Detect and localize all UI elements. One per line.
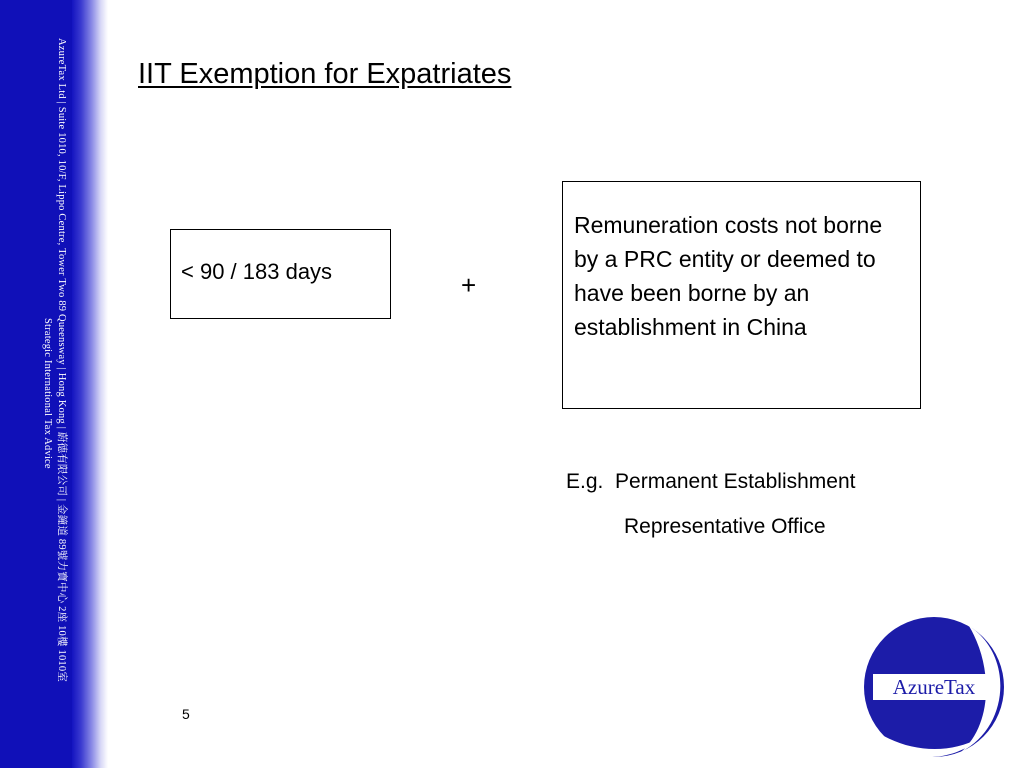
sidebar-address: AzureTax Ltd | Suite 1010, 10/F, Lippo Centre, Tower Two 89 Queensway | Hong Kong | 蔚德有限公司 | 金鐘道 89號力寶中心 2座 10樓 1010室	[56, 38, 67, 683]
logo-text: AzureTax	[892, 675, 976, 699]
page-number: 5	[182, 706, 190, 722]
slide-title: IIT Exemption for Expatriates	[138, 58, 512, 90]
days-box: < 90 / 183 days	[170, 229, 391, 319]
azuretax-logo-icon	[861, 614, 1007, 760]
sidebar-tagline: Strategic International Tax Advice	[42, 318, 53, 469]
example-permanent-establishment: E.g. Permanent Establishment	[566, 470, 856, 493]
sidebar-gradient	[72, 0, 108, 768]
sidebar-vertical-text	[32, 38, 68, 768]
example-representative-office: Representative Office	[624, 515, 826, 538]
remuneration-box: Remuneration costs not borne by a PRC entity or deemed to have been borne by an establishment in China	[562, 181, 921, 409]
plus-sign: +	[461, 270, 477, 300]
